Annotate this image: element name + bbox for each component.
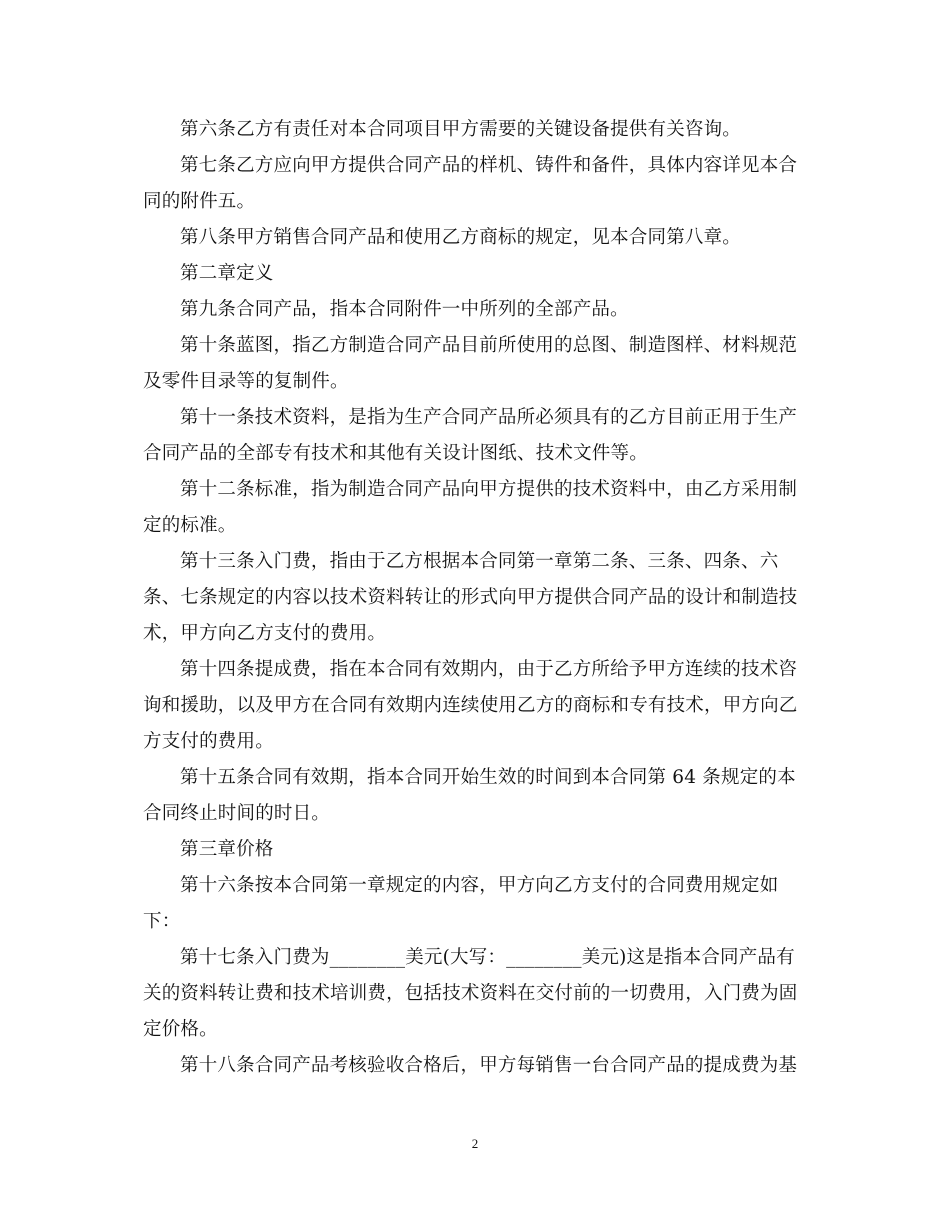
paragraph-article-9: 第九条合同产品，指本合同附件一中所列的全部产品。 [180, 299, 629, 320]
paragraph-article-13: 第十三条入门费，指由于乙方根据本合同第一章第二条、三条、四条、六条、七条规定的内容以技术资料转让的形式向甲方提供合同产品的设计和制造技术，甲方向乙方支付的费用。 [143, 551, 798, 644]
paragraph-article-7: 第七条乙方应向甲方提供合同产品的样机、铸件和备件，具体内容详见本合同的附件五。 [143, 155, 798, 212]
paragraph-article-6: 第六条乙方有责任对本合同项目甲方需要的关键设备提供有关咨询。 [180, 119, 742, 140]
paragraph-article-18: 第十八条合同产品考核验收合格后，甲方每销售一台合同产品的提成费为基 [180, 1055, 798, 1076]
paragraph-article-10: 第十条蓝图，指乙方制造合同产品目前所使用的总图、制造图样、材料规范及零件目录等的复制件。 [143, 335, 798, 392]
document-body [143, 112, 805, 1084]
paragraph-article-16: 第十六条按本合同第一章规定的内容，甲方向乙方支付的合同费用规定如下： [143, 875, 779, 932]
page-number: 2 [471, 1136, 479, 1151]
chapter-heading-2: 第二章定义 [180, 263, 274, 284]
paragraph-article-8: 第八条甲方销售合同产品和使用乙方商标的规定，见本合同第八章。 [180, 227, 742, 248]
paragraph-article-12: 第十二条标准，指为制造合同产品向甲方提供的技术资料中，由乙方采用制定的标准。 [143, 479, 798, 536]
paragraph-article-15: 第十五条合同有效期，指本合同开始生效的时间到本合同第 64 条规定的本合同终止时间的时日。 [143, 767, 796, 824]
paragraph-article-17: 第十七条入门费为________美元(大写：________美元)这是指本合同产品有关的资料转让费和技术培训费，包括技术资料在交付前的一切费用，入门费为固定价格。 [143, 947, 798, 1040]
paragraph-article-11: 第十一条技术资料，是指为生产合同产品所必须具有的乙方目前正用于生产合同产品的全部专有技术和其他有关设计图纸、技术文件等。 [143, 407, 798, 464]
chapter-heading-3: 第三章价格 [180, 839, 274, 860]
paragraph-article-14: 第十四条提成费，指在本合同有效期内，由于乙方所给予甲方连续的技术咨询和援助，以及甲方在合同有效期内连续使用乙方的商标和专有技术，甲方向乙方支付的费用。 [143, 659, 798, 752]
